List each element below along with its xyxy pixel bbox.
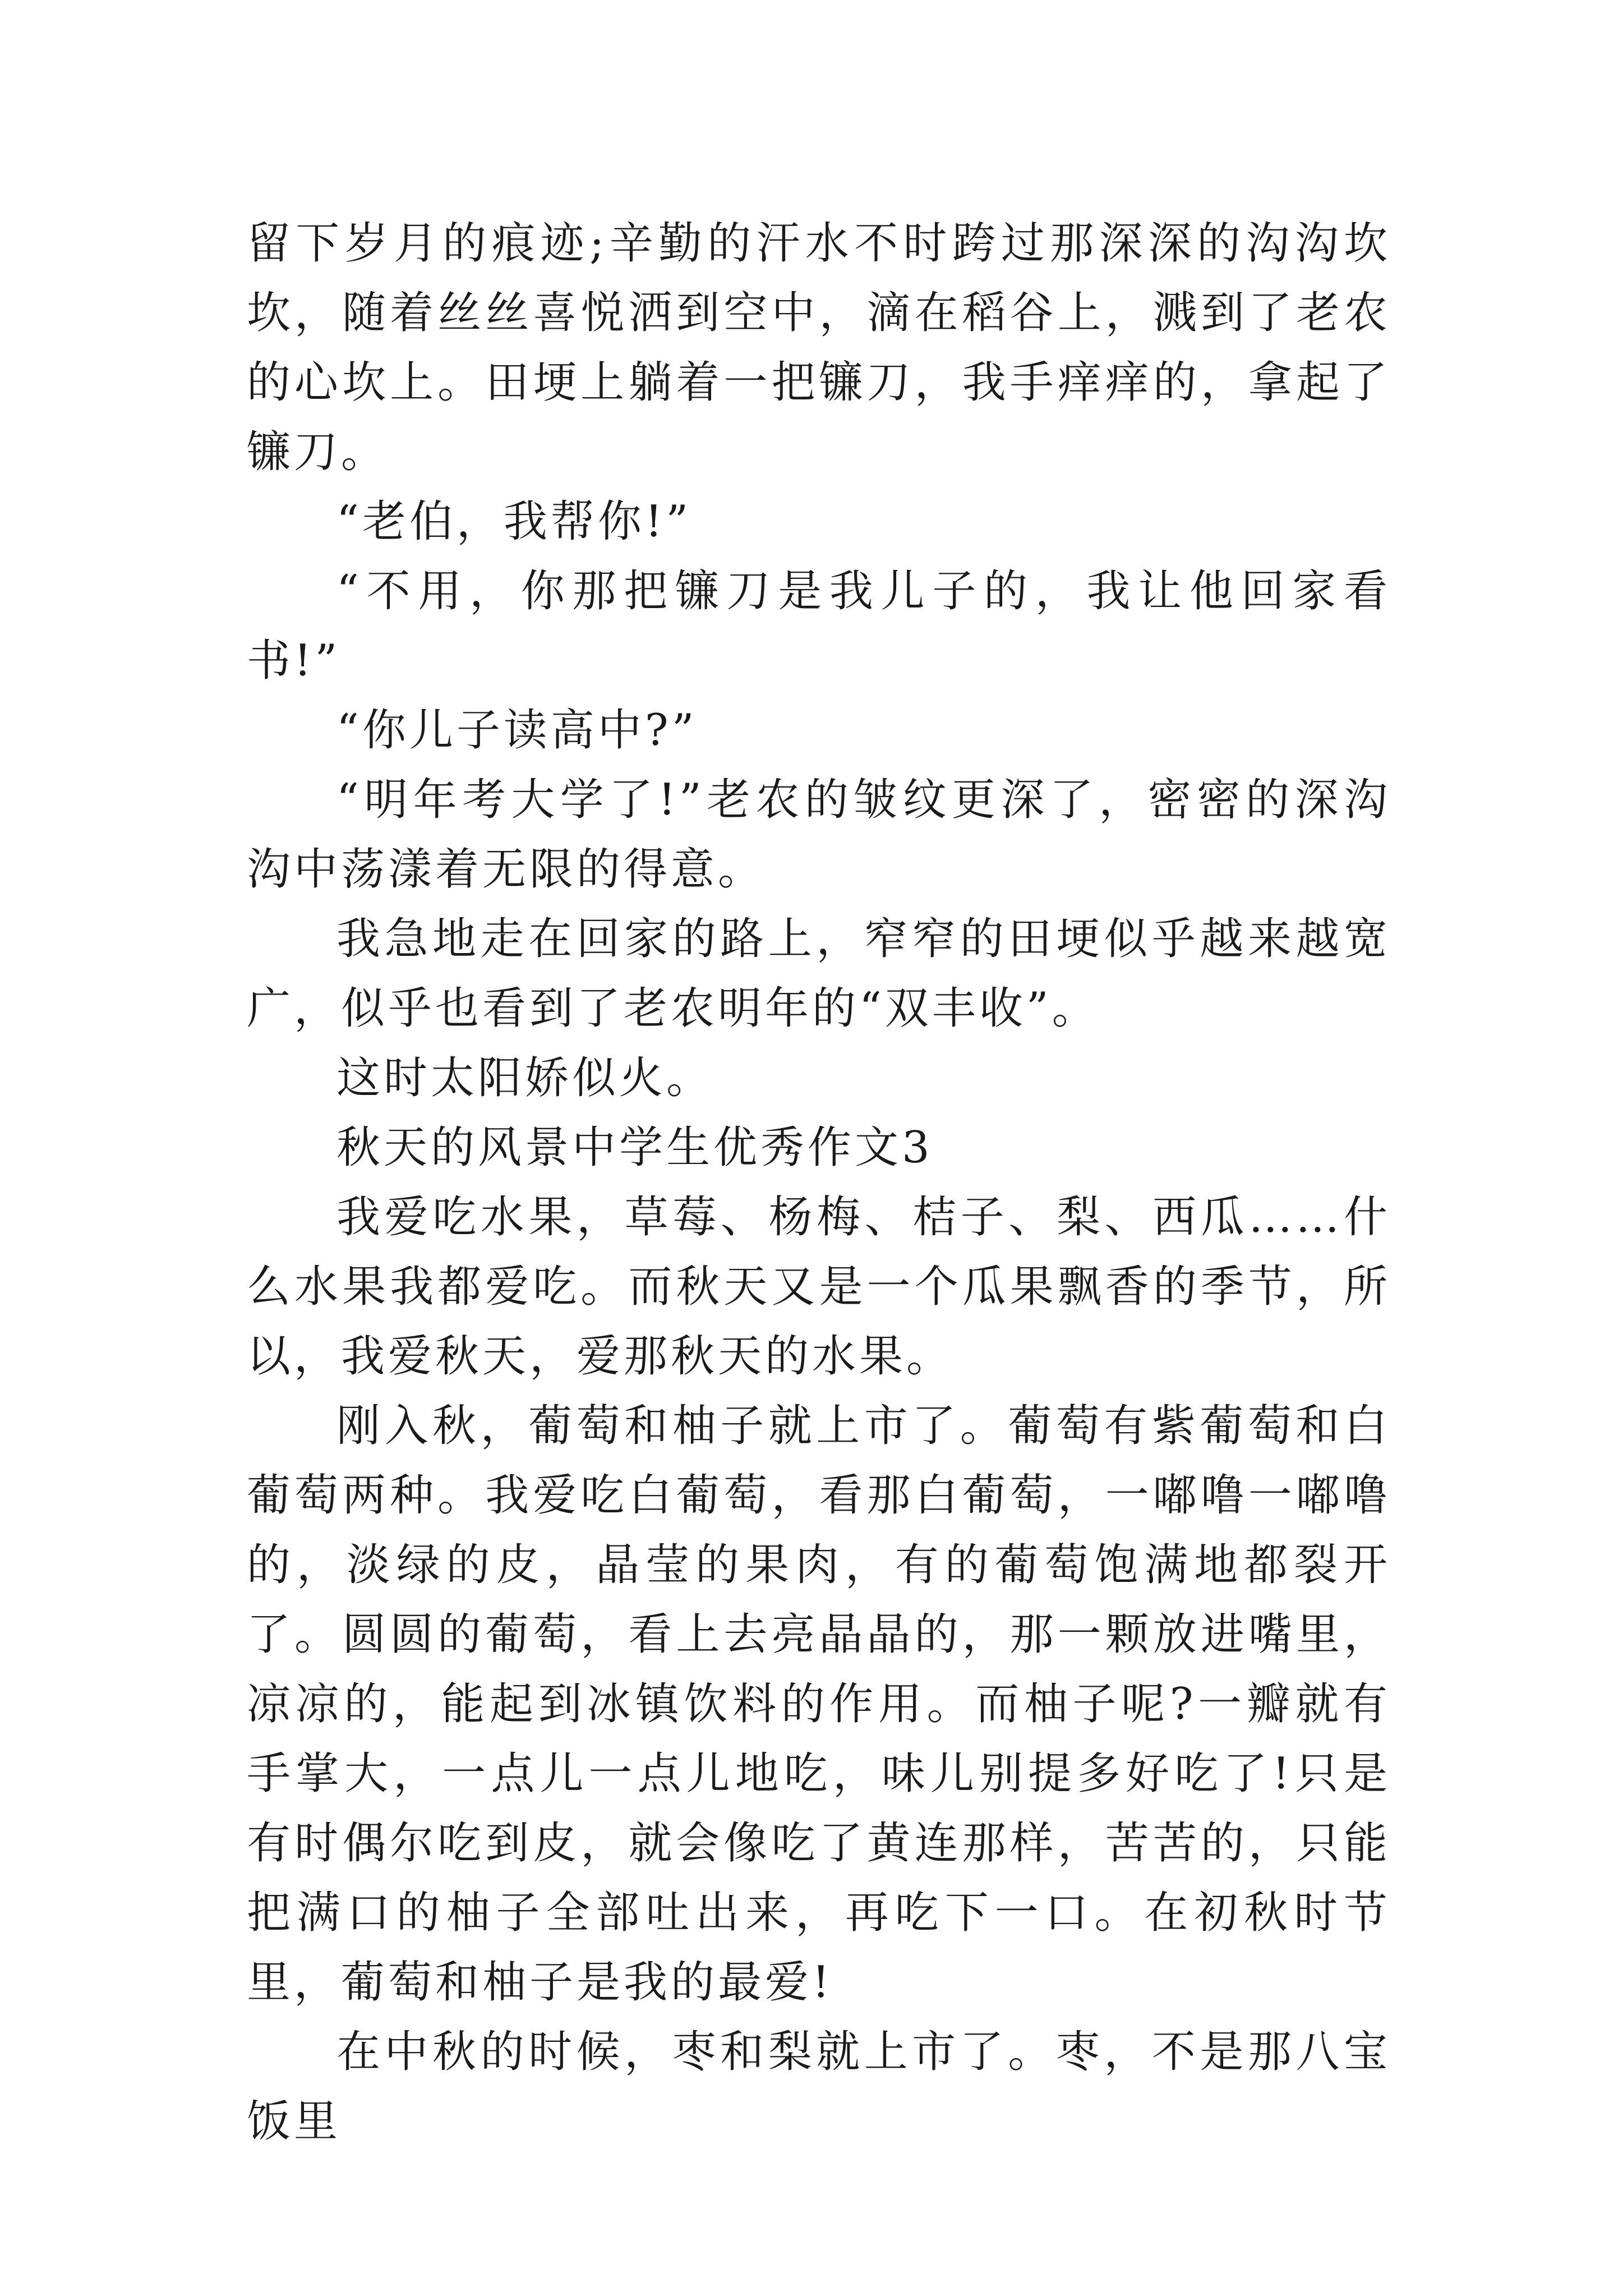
- paragraph-2: “老伯，我帮你!”: [336, 496, 692, 547]
- paragraph-10: 刚入秋，葡萄和柚子就上市了。葡萄有紫葡萄和白葡萄两种。我爱吃白葡萄，看那白葡萄，一嘟噜一嘟噜的，淡绿的皮，晶莹的果肉，有的葡萄饱满地都裂开了。圆圆的葡萄，看上去亮晶晶的，那一颗放进嘴里，凉凉的，能起到冰镇饮料的作用。而柚子呢?一瓣就有手掌大，一点儿一点儿地吃，味儿别提多好吃了!只是有时偶尔吃到皮，就会像吃了黄连那样，苦苦的，只能把满口的柚子全部吐出来，再吃下一口。在初秋时节里，葡萄和柚子是我的最爱!: [247, 1401, 1391, 2008]
- paragraph-5: “明年考大学了!”老农的皱纹更深了，密密的深沟沟中荡漾着无限的得意。: [247, 775, 1391, 895]
- section-heading: 秋天的风景中学生优秀作文3: [336, 1122, 933, 1173]
- paragraph-4: “你儿子读高中?”: [336, 705, 698, 756]
- paragraph-6: 我急地走在回家的路上，窄窄的田埂似乎越来越宽广，似乎也看到了老农明年的“双丰收”。: [247, 914, 1391, 1034]
- paragraph-7: 这时太阳娇似火。: [336, 1053, 714, 1103]
- document-body: [247, 209, 1391, 2156]
- paragraph-9: 我爱吃水果，草莓、杨梅、桔子、梨、西瓜……什么水果我都爱吃。而秋天又是一个瓜果飘香的季节，所以，我爱秋天，爱那秋天的水果。: [247, 1192, 1391, 1382]
- paragraph-3: “不用，你那把镰刀是我儿子的，我让他回家看书!”: [247, 566, 1391, 686]
- paragraph-1: 留下岁月的痕迹;辛勤的汗水不时跨过那深深的沟沟坎坎，随着丝丝喜悦洒到空中，滴在稻谷上，溅到了老农的心坎上。田埂上躺着一把镰刀，我手痒痒的，拿起了镰刀。: [247, 218, 1391, 477]
- paragraph-11: 在中秋的时候，枣和梨就上市了。枣，不是那八宝饭里: [247, 2027, 1391, 2147]
